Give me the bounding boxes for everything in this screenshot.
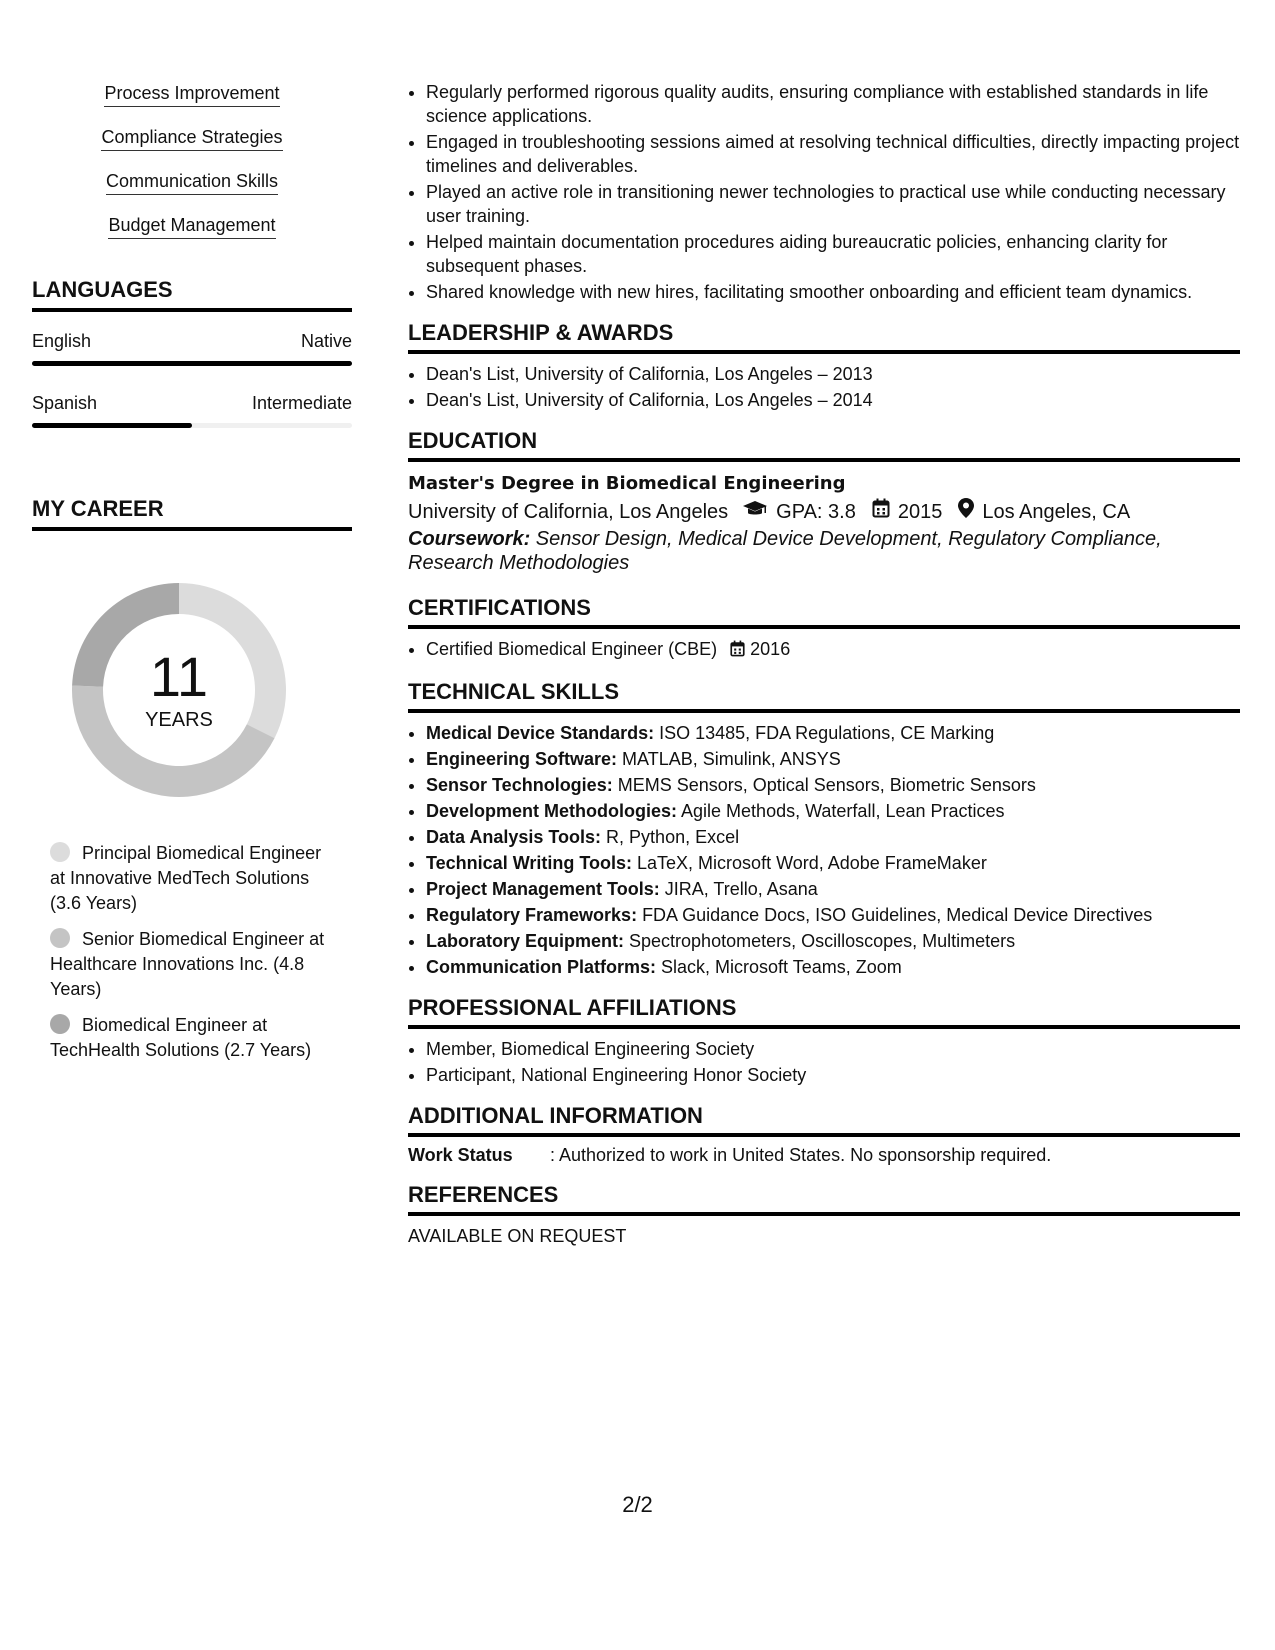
- education-location: Los Angeles, CA: [982, 501, 1131, 523]
- career-item: [50, 927, 332, 1002]
- calendar-icon: [872, 497, 890, 527]
- technical-skill-value: MATLAB, Simulink, ANSYS: [617, 749, 841, 769]
- affiliations-section: [408, 995, 1240, 1087]
- technical-skill-value: JIRA, Trello, Asana: [659, 879, 818, 899]
- experience-bullet: • Shared knowledge with new hires, facilitating smoother onboarding and efficient team dynamics.: [426, 280, 1240, 304]
- language-name: English: [32, 331, 92, 351]
- certification-item: [426, 637, 1240, 663]
- calendar-icon: [730, 641, 750, 661]
- technical-skill-value: LaTeX, Microsoft Word, Adobe FrameMaker: [632, 853, 987, 873]
- career-heading: MY CAREER: [32, 496, 352, 531]
- references-section: [408, 1182, 1240, 1247]
- additional-info-heading: ADDITIONAL INFORMATION: [408, 1103, 1240, 1137]
- language-bar-fill: [32, 361, 352, 366]
- technical-skill-value: R, Python, Excel: [601, 827, 740, 847]
- language-bar: [32, 361, 352, 366]
- references-heading: REFERENCES: [408, 1182, 1240, 1216]
- technical-skill-item: [426, 955, 1240, 979]
- technical-skill-label: Technical Writing Tools:: [426, 853, 633, 873]
- technical-skill-item: [426, 773, 1240, 797]
- education-school: University of California, Los Angeles: [408, 501, 729, 523]
- technical-skill-item: [426, 929, 1240, 953]
- career-years-number: 11: [149, 645, 209, 708]
- education-heading: EDUCATION: [408, 428, 1240, 462]
- technical-skill-label: Project Management Tools:: [426, 879, 660, 899]
- technical-skills-list: [408, 721, 1240, 979]
- certifications-heading: CERTIFICATIONS: [408, 595, 1240, 629]
- skill-tag: Compliance Strategies: [101, 126, 282, 151]
- certifications-section: [408, 595, 1240, 663]
- affiliations-heading: PROFESSIONAL AFFILIATIONS: [408, 995, 1240, 1029]
- technical-skill-item: [426, 747, 1240, 771]
- technical-skill-value: FDA Guidance Docs, ISO Guidelines, Medical Device Directives: [637, 905, 1153, 925]
- technical-skill-value: ISO 13485, FDA Regulations, CE Marking: [654, 723, 995, 743]
- coursework-label: Coursework:: [408, 528, 531, 550]
- technical-skill-item: [426, 825, 1240, 849]
- affiliation-item: • Member, Biomedical Engineering Society: [426, 1037, 1240, 1061]
- additional-info-section: [408, 1103, 1240, 1166]
- career-item: [50, 841, 332, 916]
- language-name: Spanish: [32, 393, 98, 413]
- career-section: [32, 496, 352, 1063]
- education-section: [408, 428, 1240, 575]
- education-gpa: GPA: 3.8: [776, 501, 856, 523]
- graduation-cap-icon: [742, 497, 768, 527]
- experience-bullet: • Regularly performed rigorous quality audits, ensuring compliance with established standards in life science applications.: [426, 80, 1240, 128]
- experience-bullets: [408, 80, 1240, 304]
- technical-skill-label: Regulatory Frameworks:: [426, 905, 638, 925]
- skill-tag: Communication Skills: [106, 170, 278, 195]
- references-text: AVAILABLE ON REQUEST: [408, 1226, 627, 1246]
- technical-skill-label: Engineering Software:: [426, 749, 618, 769]
- certification-year: 2016: [750, 639, 791, 659]
- skill-tag: Budget Management: [108, 214, 275, 239]
- language-item: [32, 330, 352, 366]
- technical-skill-value: Slack, Microsoft Teams, Zoom: [656, 957, 902, 977]
- career-years-label: YEARS: [145, 709, 213, 731]
- languages-heading: LANGUAGES: [32, 277, 352, 312]
- work-status-key: Work Status: [408, 1145, 513, 1165]
- technical-skill-item: [426, 903, 1240, 927]
- language-level: Intermediate: [251, 393, 352, 413]
- education-meta: [408, 497, 1240, 527]
- career-item-label: Biomedical Engineer at TechHealth Solutions (2.7 Years): [50, 1015, 312, 1060]
- career-donut: [64, 575, 294, 805]
- experience-bullet: • Engaged in troubleshooting sessions aimed at resolving technical difficulties, directly impacting project timelines and deliverables.: [426, 130, 1240, 178]
- work-status-value: : Authorized to work in United States. No sponsorship required.: [550, 1145, 1052, 1165]
- career-dot: [50, 1014, 70, 1034]
- technical-skill-value: Agile Methods, Waterfall, Lean Practices: [677, 801, 1005, 821]
- leadership-item: • Dean's List, University of California, Los Angeles – 2014: [426, 388, 1240, 412]
- technical-skill-label: Data Analysis Tools:: [426, 827, 602, 847]
- career-dot: [50, 928, 70, 948]
- technical-skill-label: Sensor Technologies:: [426, 775, 613, 795]
- languages-section: [32, 277, 352, 428]
- language-level: Native: [300, 331, 352, 351]
- career-item-label: Senior Biomedical Engineer at Healthcare Innovations Inc. (4.8 Years): [50, 929, 325, 999]
- technical-skill-item: [426, 799, 1240, 823]
- technical-skill-item: [426, 721, 1240, 745]
- career-list: [32, 841, 352, 1063]
- left-column: [32, 82, 352, 1074]
- work-status-row: [408, 1145, 1240, 1166]
- technical-skill-item: [426, 877, 1240, 901]
- technical-skill-value: Spectrophotometers, Oscilloscopes, Multimeters: [624, 931, 1016, 951]
- coursework-text: Sensor Design, Medical Device Development, Regulatory Compliance, Research Methodologies: [408, 528, 1162, 574]
- career-item-label: Principal Biomedical Engineer at Innovative MedTech Solutions (3.6 Years): [50, 843, 322, 913]
- skill-tags: [32, 82, 352, 239]
- education-coursework: [408, 527, 1240, 575]
- leadership-heading: LEADERSHIP & AWARDS: [408, 320, 1240, 354]
- certification-name: Certified Biomedical Engineer (CBE): [426, 639, 718, 659]
- leadership-section: [408, 320, 1240, 412]
- right-column: [408, 80, 1240, 1247]
- technical-skill-item: [426, 851, 1240, 875]
- technical-skill-label: Communication Platforms:: [426, 957, 657, 977]
- location-pin-icon: [958, 497, 974, 527]
- technical-skills-section: [408, 679, 1240, 979]
- language-bar: [32, 423, 352, 428]
- education-degree: Master's Degree in Biomedical Engineering: [408, 473, 846, 494]
- page-number: 2/2: [622, 1492, 653, 1517]
- career-item: [50, 1013, 332, 1063]
- language-item: [32, 392, 352, 428]
- affiliation-item: • Participant, National Engineering Honor Society: [426, 1063, 1240, 1087]
- experience-bullet: • Played an active role in transitioning newer technologies to practical use while conducting necessary user training.: [426, 180, 1240, 228]
- experience-bullet: • Helped maintain documentation procedures aiding bureaucratic policies, enhancing clarity for subsequent phases.: [426, 230, 1240, 278]
- skill-tag: Process Improvement: [104, 82, 279, 107]
- technical-skill-label: Medical Device Standards:: [426, 723, 655, 743]
- leadership-item: • Dean's List, University of California, Los Angeles – 2013: [426, 362, 1240, 386]
- career-dot: [50, 842, 70, 862]
- technical-skill-value: MEMS Sensors, Optical Sensors, Biometric Sensors: [612, 775, 1036, 795]
- technical-skill-label: Development Methodologies:: [426, 801, 678, 821]
- technical-skill-label: Laboratory Equipment:: [426, 931, 625, 951]
- technical-skills-heading: TECHNICAL SKILLS: [408, 679, 1240, 713]
- language-bar-fill: [32, 423, 192, 428]
- education-year: 2015: [897, 501, 943, 523]
